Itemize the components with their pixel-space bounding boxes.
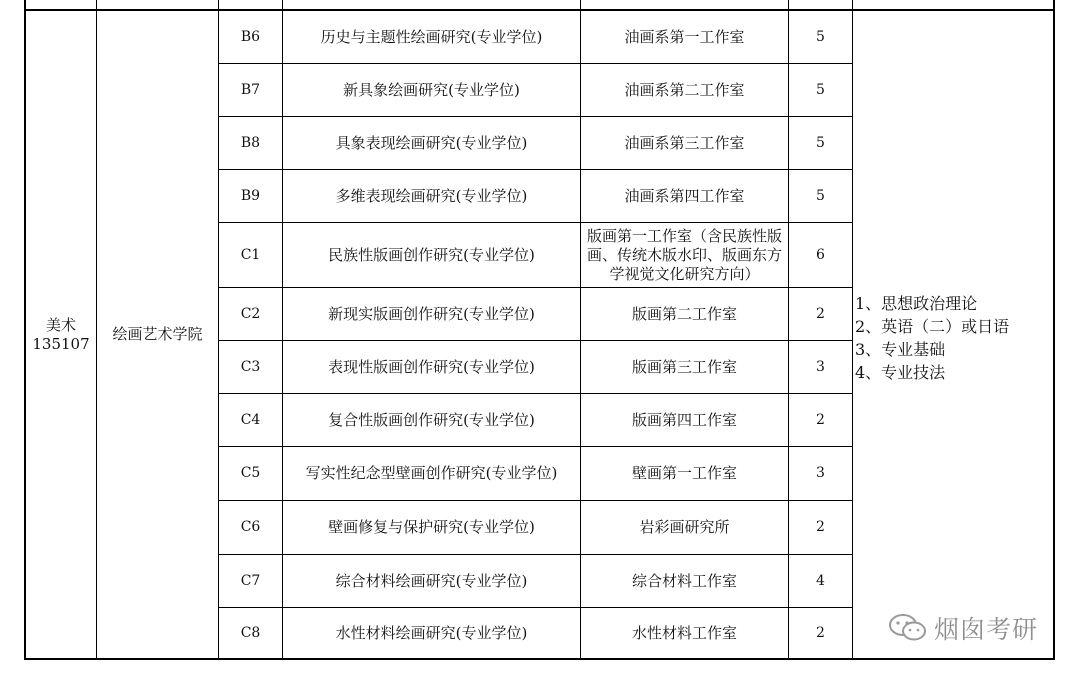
row-studio: 版画第四工作室 [631, 410, 737, 429]
row-direction: 历史与主题性绘画研究(专业学位) [320, 28, 543, 46]
row-studio: 岩彩画研究所 [639, 518, 730, 536]
row-code: C3 [240, 358, 261, 375]
row-studio: 综合材料工作室 [631, 571, 737, 590]
row-code: C2 [240, 305, 261, 322]
exam-subject: 2、英语（二）或日语 [855, 317, 1010, 336]
row-count: 5 [816, 81, 825, 98]
row-code: B7 [240, 81, 261, 98]
row-direction: 新现实版画创作研究(专业学位) [328, 304, 535, 323]
row-direction: 复合性版画创作研究(专业学位) [328, 410, 535, 429]
row-studio: 油画系第四工作室 [624, 186, 745, 205]
row-studio: 油画系第一工作室 [624, 28, 745, 46]
row-count: 5 [816, 134, 825, 151]
row-count: 3 [816, 465, 825, 481]
row-code: B8 [240, 134, 261, 151]
college-cell: 绘画艺术学院 [112, 325, 203, 343]
row-code: C8 [240, 624, 261, 641]
row-code: B9 [240, 187, 261, 204]
row-direction: 壁画修复与保护研究(专业学位) [328, 518, 535, 536]
row-direction: 表现性版画创作研究(专业学位) [328, 357, 535, 376]
major-cell [26, 11, 96, 658]
grid-line [24, 658, 1055, 660]
exam-subject: 4、专业技法 [855, 363, 946, 382]
row-studio: 版画第三工作室 [631, 357, 737, 376]
row-count: 2 [816, 305, 825, 322]
row-count: 2 [816, 411, 825, 428]
row-code: C4 [240, 411, 261, 428]
row-studio: 水性材料工作室 [631, 623, 737, 642]
row-direction: 新具象绘画研究(专业学位) [343, 80, 520, 99]
watermark [888, 610, 1038, 646]
row-count: 5 [816, 187, 825, 204]
row-count: 2 [816, 519, 825, 535]
row-direction: 民族性版画创作研究(专业学位) [328, 245, 535, 264]
row-code: C5 [240, 465, 261, 481]
row-code: C1 [240, 246, 261, 263]
row-count: 5 [816, 29, 825, 45]
row-code: C7 [240, 572, 261, 589]
row-direction: 写实性纪念型壁画创作研究(专业学位) [305, 464, 558, 482]
major-code: 135107 [32, 334, 90, 353]
row-direction: 具象表现绘画研究(专业学位) [335, 133, 528, 152]
major-name: 美术 [45, 315, 76, 334]
row-studio: 版画第二工作室 [631, 304, 737, 323]
row-studio: 壁画第一工作室 [631, 464, 737, 482]
row-count: 2 [816, 624, 825, 641]
watermark-text: 烟囱考研 [934, 615, 1039, 644]
row-studio: 油画系第二工作室 [624, 80, 745, 99]
exam-subject: 3、专业基础 [855, 340, 946, 359]
row-direction: 多维表现绘画研究(专业学位) [335, 186, 528, 205]
row-studio: 油画系第三工作室 [624, 133, 745, 152]
wechat-icon [888, 613, 928, 643]
row-count: 4 [816, 572, 825, 589]
row-code: B6 [240, 29, 261, 45]
row-code: C6 [240, 519, 261, 535]
row-direction: 综合材料绘画研究(专业学位) [335, 571, 528, 590]
row-studio: 版画第一工作室（含民族性版画、传统木版水印、版画东方学视觉文化研究方向） [586, 226, 782, 283]
row-direction: 水性材料绘画研究(专业学位) [335, 623, 528, 642]
exam-subjects [855, 292, 1055, 384]
row-count: 6 [816, 246, 825, 263]
row-count: 3 [816, 358, 825, 375]
exam-subject: 1、思想政治理论 [855, 294, 978, 313]
grid-line [852, 0, 853, 660]
